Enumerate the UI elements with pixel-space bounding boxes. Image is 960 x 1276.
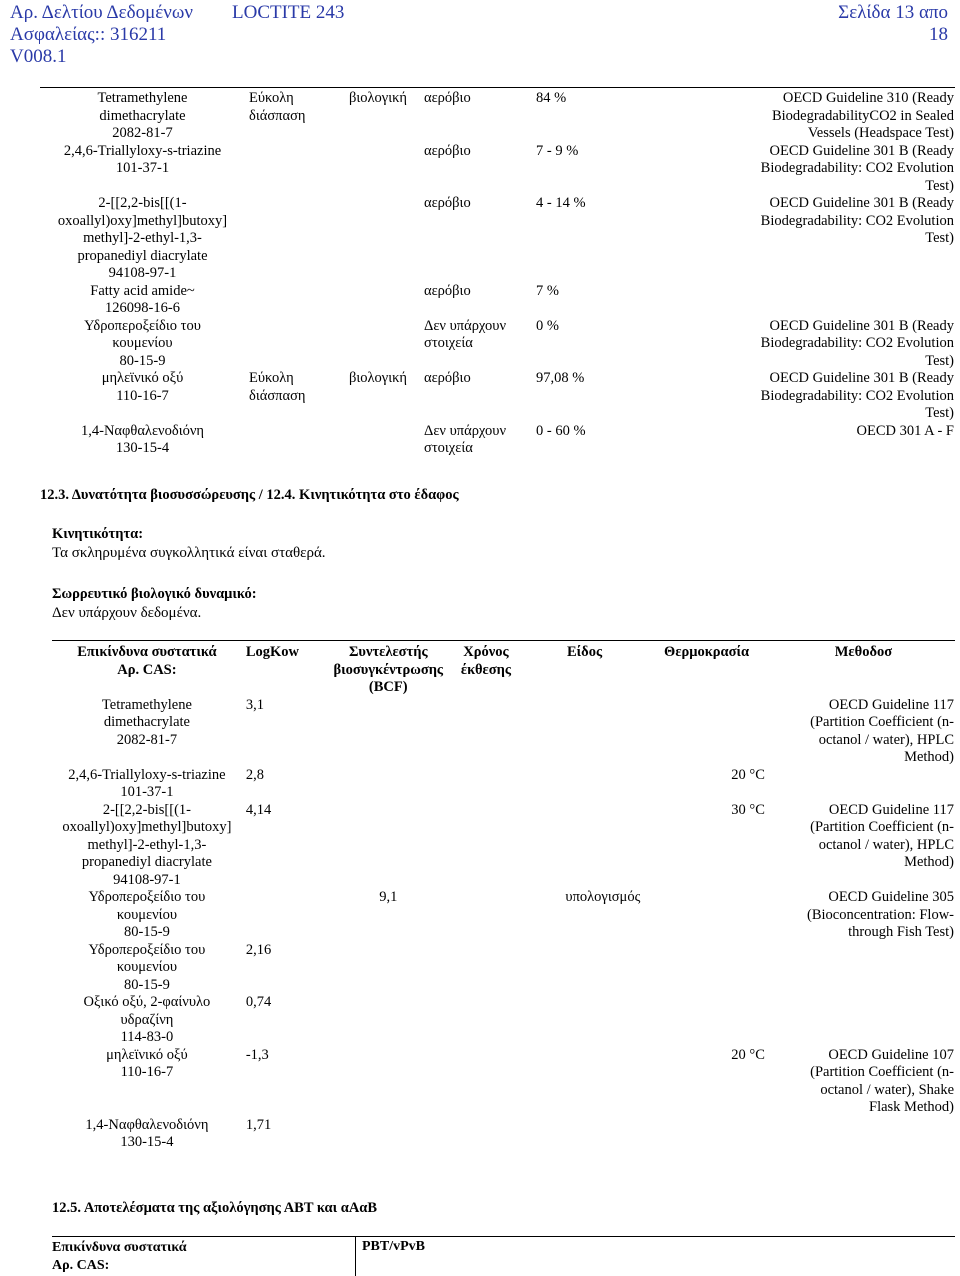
cell-type: βιολογική <box>349 90 408 106</box>
cell-line: OECD Guideline 117 <box>828 801 954 818</box>
cell-line: Method) <box>904 749 954 765</box>
cell-line: Υδροπεροξείδιο του <box>88 889 206 905</box>
cell-line: octanol / water), Shake <box>820 1081 954 1098</box>
cell-line: propanediyl diacrylate <box>77 247 208 264</box>
cell-method <box>677 90 958 143</box>
cell-line: octanol / water), HPLC <box>818 836 954 853</box>
cell-bcf <box>329 1047 447 1117</box>
cell-type <box>345 423 420 458</box>
version: V008.1 <box>10 46 67 67</box>
cell-result <box>245 318 345 371</box>
cell-line: 101-37-1 <box>115 160 170 176</box>
cell-line: μηλεϊνικό οξύ <box>101 370 184 386</box>
cell-substance <box>52 994 242 1047</box>
cell-value: 0 % <box>536 317 559 334</box>
table-row <box>52 767 958 802</box>
cell-line: 101-37-1 <box>120 784 174 800</box>
cell-substance <box>52 802 242 890</box>
cell-bcf <box>329 1117 447 1152</box>
cell-result <box>245 370 345 423</box>
table-row <box>52 1117 958 1152</box>
cell-line: Biodegradability: CO2 Evolution <box>760 387 954 404</box>
pbt-table-divider <box>355 1236 356 1276</box>
col-header-temp: Θερμοκρασία <box>664 644 750 660</box>
cell-line: Test) <box>925 177 954 194</box>
cell-line: methyl]-2-ethyl-1,3- <box>87 836 207 853</box>
cell-line: 2-[[2,2-bis[[(1- <box>102 801 191 818</box>
pbt-header-substance <box>52 1239 187 1274</box>
cell-temp: 20 °C <box>731 1046 765 1063</box>
cell-line: Flask Method) <box>869 1099 954 1115</box>
cell-line: oxoallyl)oxy]methyl]butoxy] <box>62 819 232 835</box>
mobility-text: Τα σκληρυμένα συγκολλητικά είναι σταθερά. <box>52 545 326 561</box>
cell-substance <box>40 90 245 143</box>
cell-bcf <box>329 802 447 890</box>
header-line: έκθεσης <box>460 661 511 678</box>
sds-number: Ασφαλείας:: 316211 <box>10 24 167 45</box>
header-line: βιοσυγκέντρωσης <box>333 661 444 678</box>
cell-line: (Partition Coefficient (n- <box>810 1064 954 1080</box>
cell-logkow: 0,74 <box>245 994 272 1010</box>
table-row <box>40 370 958 423</box>
cell-condition: αερόβιο <box>424 90 471 106</box>
doc-title: Αρ. Δελτίου Δεδομένων <box>10 2 193 23</box>
cell-type <box>345 143 420 196</box>
cell-substance <box>52 1117 242 1152</box>
cell-condition: αερόβιο <box>424 195 471 211</box>
cell-line: 130-15-4 <box>115 440 170 456</box>
header-line: Αρ. CAS: <box>52 1257 110 1273</box>
cell-method <box>769 994 958 1047</box>
cell-result <box>245 283 345 318</box>
cell-method <box>769 767 958 802</box>
cell-bcf: 9,1 <box>379 889 398 905</box>
total-pages: 18 <box>929 24 948 45</box>
cell-line: κουμενίου <box>112 335 173 351</box>
table-row <box>40 195 958 283</box>
cell-line: dimethacrylate <box>103 714 190 730</box>
cell-condition: αερόβιο <box>424 282 471 299</box>
col-header-method: Μεθοδοσ <box>834 644 893 660</box>
cell-line: 2,4,6-Triallyloxy-s-triazine <box>63 142 222 159</box>
cell-value: 84 % <box>536 90 567 106</box>
cell-method <box>677 283 958 318</box>
cell-bcf <box>329 697 447 767</box>
cell-value: 0 - 60 % <box>536 422 586 439</box>
cell-line: 94108-97-1 <box>113 871 181 888</box>
cell-line: 130-15-4 <box>120 1134 174 1150</box>
cell-line: 80-15-9 <box>119 352 166 369</box>
table-row <box>40 423 958 458</box>
cell-logkow: 1,71 <box>245 1116 272 1133</box>
cell-result <box>245 423 345 458</box>
cell-temp: 20 °C <box>731 766 765 783</box>
table-row <box>40 90 958 143</box>
col-header-species: Είδος <box>567 644 603 660</box>
cell-substance <box>40 423 245 458</box>
cell-line: (Bioconcentration: Flow- <box>807 906 954 923</box>
cell-line: 94108-97-1 <box>108 265 177 281</box>
cell-value: 7 % <box>536 282 559 299</box>
col-header-logkow: LogKow <box>245 644 299 660</box>
cell-line: 126098-16-6 <box>105 300 180 316</box>
cell-line: Test) <box>925 352 954 369</box>
cell-line: through Fish Test) <box>848 924 954 940</box>
table-row <box>52 994 958 1047</box>
cell-logkow: -1,3 <box>245 1046 269 1063</box>
cell-method <box>769 697 958 767</box>
cell-result <box>245 195 345 283</box>
cell-substance <box>52 767 242 802</box>
page-number: Σελίδα 13 απο <box>838 2 948 23</box>
cell-line: Tetramethylene <box>101 696 192 713</box>
cell-line: 80-15-9 <box>123 924 170 940</box>
cell-temp <box>644 994 769 1047</box>
cell-method <box>769 1117 958 1152</box>
cell-line: 2,4,6-Triallyloxy-s-triazine <box>68 766 226 783</box>
cell-time <box>447 802 525 890</box>
bioacc-label: Σωρρευτικό βιολογικό δυναμικό: <box>52 586 257 602</box>
table-row <box>52 942 958 995</box>
section-12-5-heading: 12.5. Αποτελέσματα της αξιολόγησης ΑΒΤ και αΑαΒ <box>52 1200 378 1216</box>
cell-time <box>447 1047 525 1117</box>
cell-bcf <box>329 767 447 802</box>
cell-species <box>525 994 645 1047</box>
cell-line: Biodegradability: CO2 Evolution <box>760 335 954 351</box>
pbt-header-pbt: PBT/vPvB <box>362 1239 426 1254</box>
cell-line: Test) <box>925 405 954 421</box>
cell-bcf <box>329 994 447 1047</box>
cell-time <box>447 1117 525 1152</box>
cell-substance <box>40 318 245 371</box>
degradation-table <box>40 90 958 458</box>
header-line: Συντελεστής <box>348 644 428 660</box>
cell-line: 110-16-7 <box>116 387 169 404</box>
cell-type <box>345 195 420 283</box>
cell-substance <box>40 143 245 196</box>
cell-substance <box>40 283 245 318</box>
table-header-row <box>52 644 958 697</box>
cell-line: OECD Guideline 301 B (Ready <box>769 142 954 159</box>
table-row <box>40 283 958 318</box>
cell-substance <box>40 195 245 283</box>
cell-method <box>677 423 958 458</box>
cell-condition: Δεν υπάρχουν στοιχεία <box>424 317 507 351</box>
cell-species <box>525 942 645 995</box>
header-line: Αρ. CAS: <box>117 661 177 678</box>
table-top-border <box>40 87 955 88</box>
bioacc-text: Δεν υπάρχουν δεδομένα. <box>52 605 202 621</box>
table-row <box>52 697 958 767</box>
cell-line: κουμενίου <box>116 906 177 923</box>
section-12-3-heading: 12.3. Δυνατότητα βιοσυσσώρευσης / 12.4. Κινητικότητα στο έδαφος <box>40 487 459 503</box>
cell-line: Biodegradability: CO2 Evolution <box>760 160 954 176</box>
cell-line: OECD Guideline 305 <box>828 889 954 905</box>
cell-line: 2082-81-7 <box>112 125 173 141</box>
cell-logkow <box>242 889 330 942</box>
cell-line: διάσπαση <box>249 107 306 124</box>
cell-line: methyl]-2-ethyl-1,3- <box>83 230 202 246</box>
col-header-bcf <box>329 644 447 697</box>
cell-line: (Partition Coefficient (n- <box>810 714 954 730</box>
cell-line: oxoallyl)oxy]methyl]butoxy] <box>57 212 228 229</box>
cell-line: μηλεϊνικό οξύ <box>106 1046 188 1063</box>
cell-species <box>525 1047 645 1117</box>
cell-method <box>677 370 958 423</box>
cell-logkow: 2,8 <box>245 766 264 783</box>
cell-line: Οξικό οξύ, 2-φαίνυλο <box>83 994 211 1010</box>
cell-bcf <box>329 942 447 995</box>
cell-species <box>525 697 645 767</box>
cell-logkow: 2,16 <box>245 941 272 958</box>
header-line: Επικίνδυνα συστατικά <box>77 644 217 660</box>
cell-substance <box>52 1047 242 1117</box>
cell-line: 114-83-0 <box>120 1029 174 1045</box>
cell-method <box>769 802 958 890</box>
cell-time <box>447 942 525 995</box>
cell-method <box>769 942 958 995</box>
cell-time <box>447 697 525 767</box>
cell-line: 1,4-Ναφθαλενοδιόνη <box>81 422 204 439</box>
cell-line: Fatty acid amide~ <box>90 282 195 299</box>
cell-line: Biodegradability: CO2 Evolution <box>760 212 954 229</box>
cell-substance <box>52 942 242 995</box>
header-line: (BCF) <box>368 679 408 695</box>
cell-line: 2082-81-7 <box>116 731 178 748</box>
cell-line: OECD Guideline 117 <box>828 696 954 713</box>
cell-species <box>525 767 645 802</box>
cell-line: (Partition Coefficient (n- <box>810 819 954 835</box>
cell-type <box>345 283 420 318</box>
cell-line: Test) <box>925 230 954 246</box>
bioaccumulation-table <box>52 644 958 1152</box>
table-row <box>52 802 958 890</box>
cell-line: 80-15-9 <box>123 976 170 993</box>
col-header-substance <box>52 644 242 697</box>
cell-method <box>677 318 958 371</box>
cell-line: OECD Guideline 301 B (Ready <box>769 317 954 334</box>
cell-substance <box>40 370 245 423</box>
cell-line: OECD Guideline 301 B (Ready <box>769 195 954 211</box>
cell-line: Vessels (Headspace Test) <box>807 125 954 141</box>
cell-line: διάσπαση <box>249 387 306 404</box>
cell-value: 97,08 % <box>536 370 585 386</box>
cell-time <box>447 767 525 802</box>
cell-species <box>525 1117 645 1152</box>
cell-type: βιολογική <box>349 370 408 386</box>
table-row <box>40 143 958 196</box>
cell-method <box>677 143 958 196</box>
cell-condition: Δεν υπάρχουν στοιχεία <box>424 422 507 456</box>
cell-line: octanol / water), HPLC <box>818 731 954 748</box>
cell-line: υδραζίνη <box>120 1011 174 1028</box>
cell-line: Εύκολη <box>249 90 294 106</box>
product-name: LOCTITE 243 <box>232 2 345 23</box>
cell-temp <box>644 889 769 942</box>
cell-logkow: 4,14 <box>245 801 272 818</box>
table-row <box>52 889 958 942</box>
cell-species <box>525 802 645 890</box>
cell-method <box>769 1047 958 1117</box>
cell-line: Υδροπεροξείδιο του <box>84 317 201 334</box>
cell-result <box>245 143 345 196</box>
cell-species: υπολογισμός <box>565 889 641 905</box>
cell-time <box>447 889 525 942</box>
cell-line: Tetramethylene <box>97 90 188 106</box>
cell-logkow: 3,1 <box>245 696 264 713</box>
header-line: Χρόνος <box>463 644 509 660</box>
cell-line: κουμενίου <box>116 959 177 975</box>
cell-time <box>447 994 525 1047</box>
cell-substance <box>52 697 242 767</box>
pbt-table-top-border <box>52 1236 955 1237</box>
cell-line: propanediyl diacrylate <box>81 854 212 870</box>
cell-line: Method) <box>904 854 954 870</box>
cell-value: 7 - 9 % <box>536 142 579 159</box>
cell-type <box>345 318 420 371</box>
cell-method <box>677 195 958 283</box>
header-line: Επικίνδυνα συστατικά <box>52 1240 187 1255</box>
cell-line: OECD Guideline 301 B (Ready <box>769 370 954 386</box>
cell-temp <box>644 1117 769 1152</box>
cell-method <box>769 889 958 942</box>
cell-line: Υδροπεροξείδιο του <box>88 941 206 958</box>
cell-line: 1,4-Ναφθαλενοδιόνη <box>85 1116 209 1133</box>
table-row <box>52 1047 958 1117</box>
col-header-time <box>447 644 525 697</box>
cell-value: 4 - 14 % <box>536 195 586 211</box>
cell-temp <box>644 697 769 767</box>
cell-line: Εύκολη <box>249 370 294 386</box>
cell-line: OECD Guideline 107 <box>828 1046 954 1063</box>
cell-line: BiodegradabilityCO2 in Sealed <box>771 107 954 124</box>
cell-temp <box>644 942 769 995</box>
table-row <box>40 318 958 371</box>
cell-line: 110-16-7 <box>120 1064 174 1080</box>
cell-line: OECD Guideline 310 (Ready <box>782 90 954 106</box>
cell-substance <box>52 889 242 942</box>
mobility-label: Κινητικότητα: <box>52 526 144 542</box>
cell-line: 2-[[2,2-bis[[(1- <box>98 195 187 211</box>
cell-line: dimethacrylate <box>99 107 186 124</box>
cell-result <box>245 90 345 143</box>
cell-condition: αερόβιο <box>424 142 471 159</box>
bio-table-top-border <box>52 640 955 641</box>
cell-temp: 30 °C <box>731 801 765 818</box>
cell-line: OECD 301 A - F <box>856 422 954 439</box>
cell-condition: αερόβιο <box>424 370 471 386</box>
